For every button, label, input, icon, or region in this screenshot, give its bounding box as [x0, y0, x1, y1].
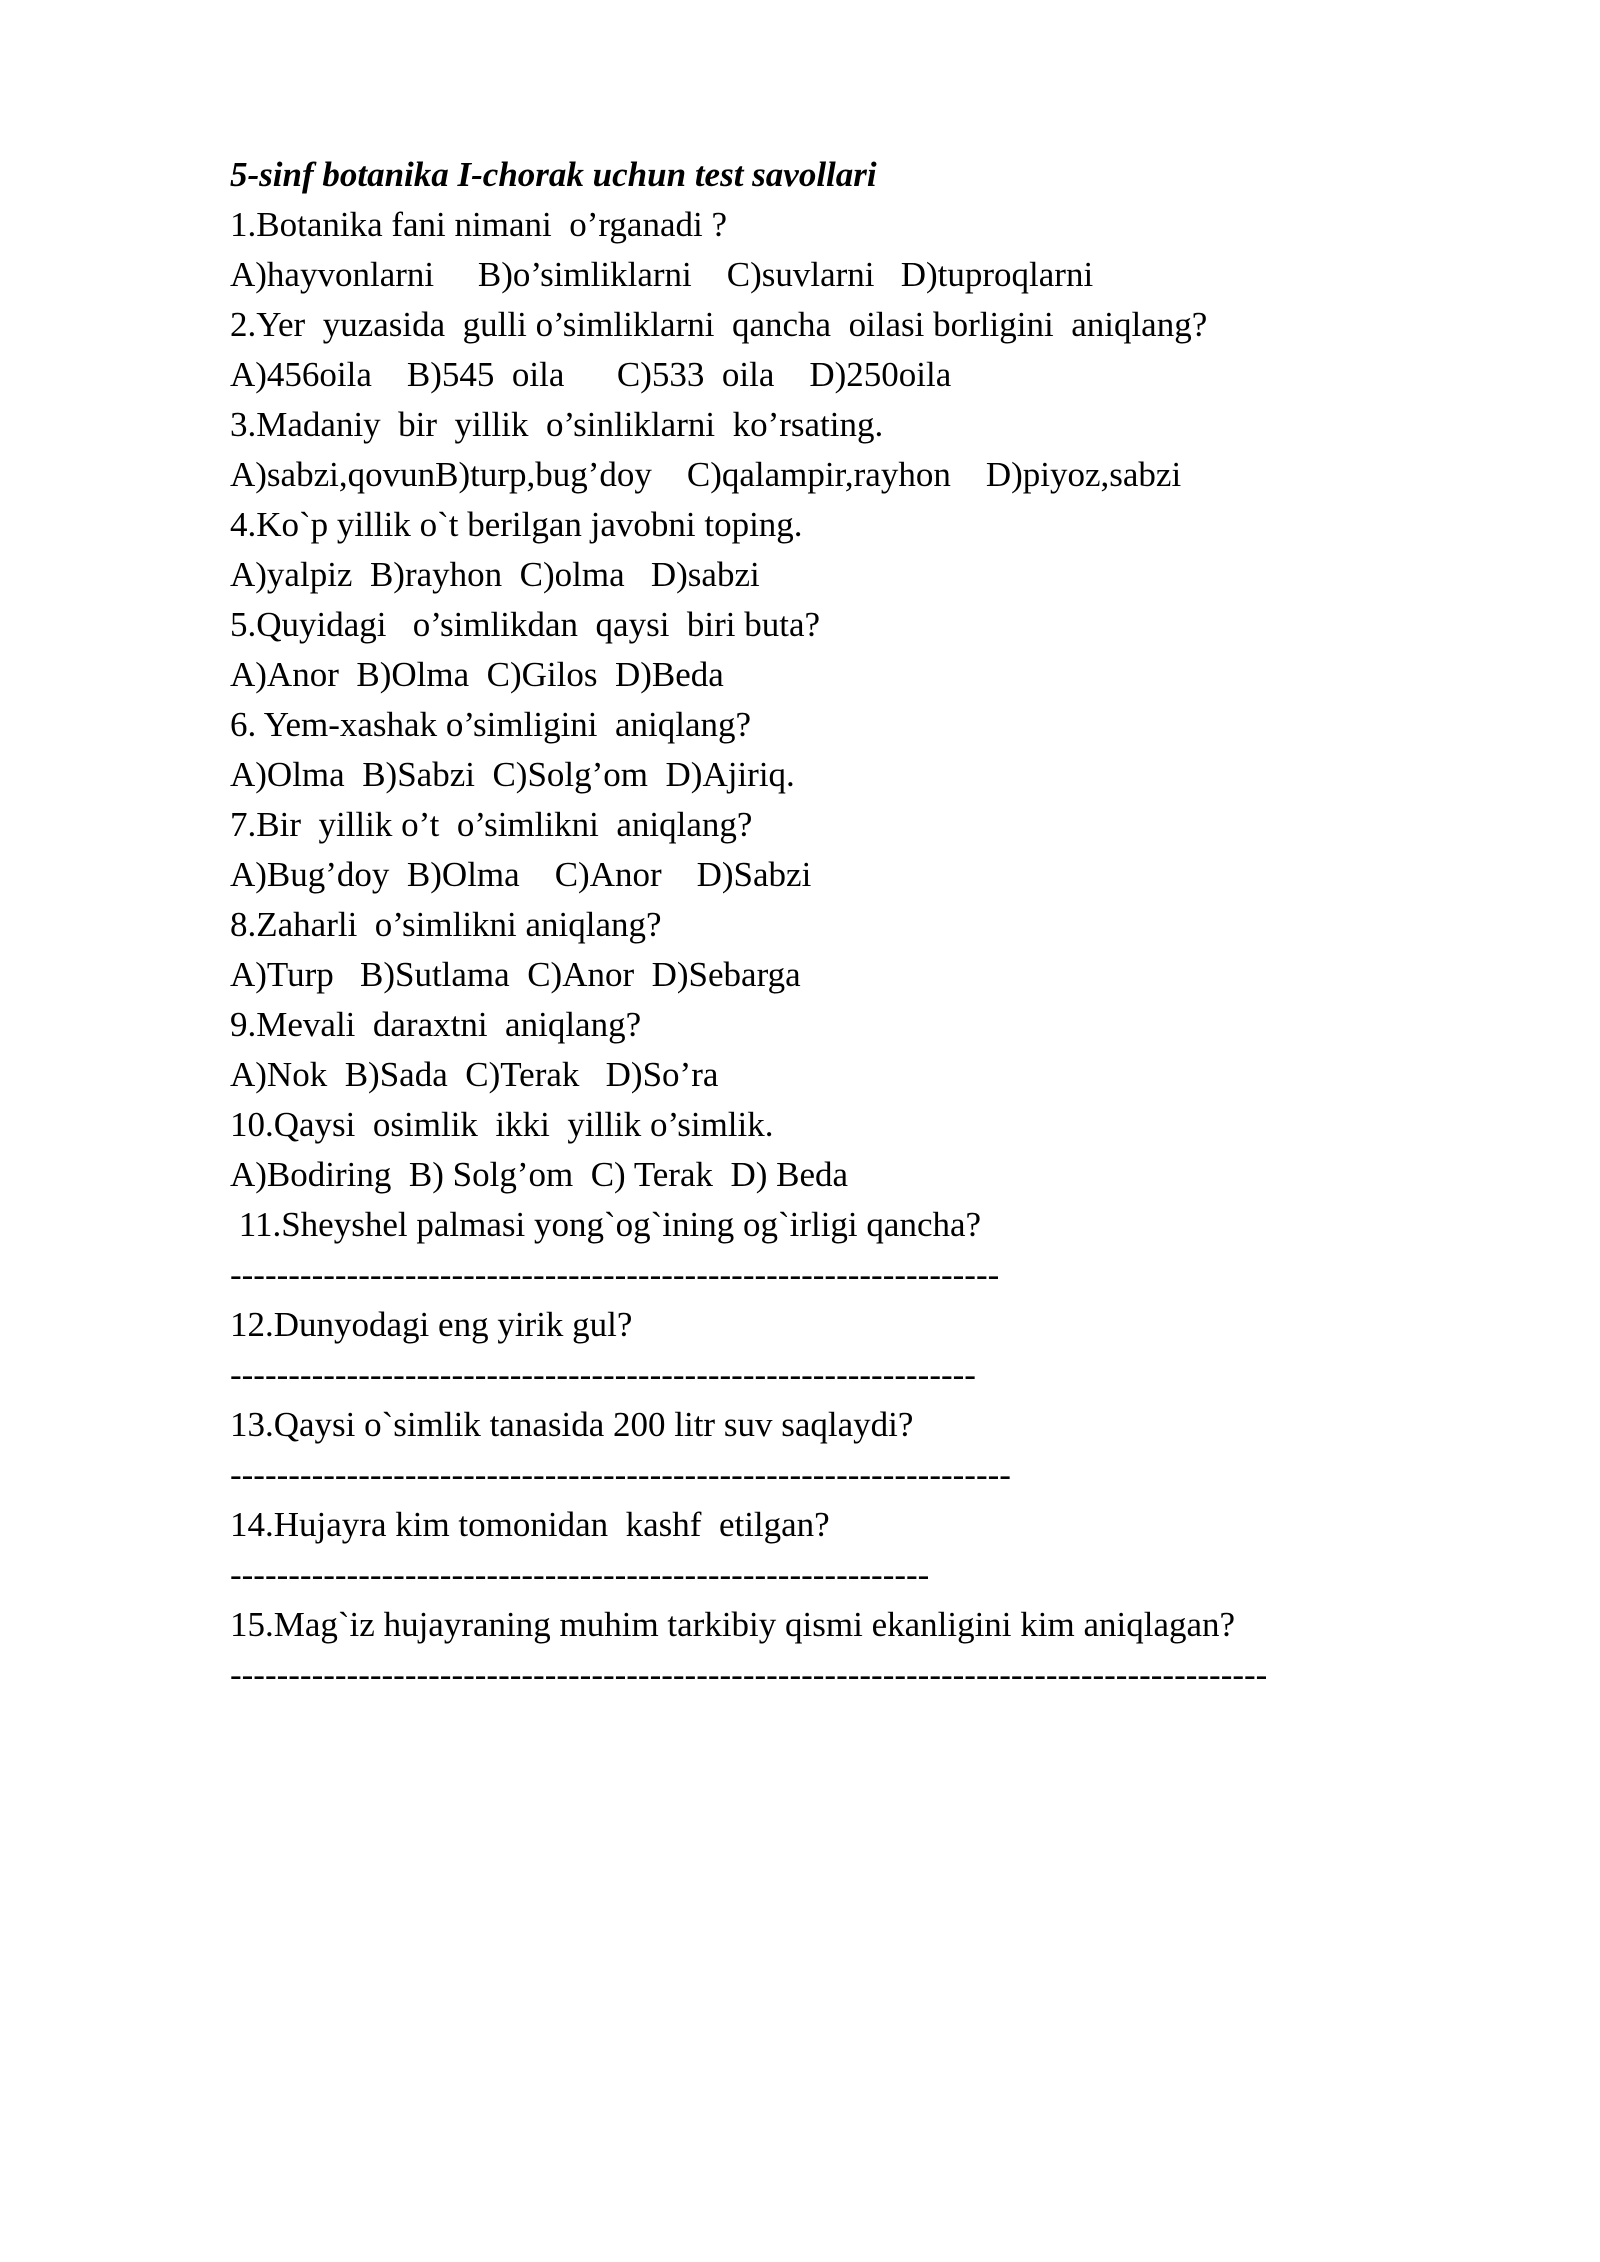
question-7: 7.Bir yillik o’t o’simlikni aniqlang? [230, 805, 753, 844]
answers-3: A)sabzi,qovunB)turp,bug’doy C)qalampir,rayhon D)piyoz,sabzi [230, 455, 1182, 494]
document-title: 5-sinf botanika I-chorak uchun test savollari [230, 155, 877, 194]
answers-1: A)hayvonlarni B)o’simliklarni C)suvlarni D)tuproqlarni [230, 255, 1094, 294]
answer-blank-12: ---------------------------------------------------------------- [230, 1355, 976, 1394]
question-15: 15.Mag`iz hujayraning muhim tarkibiy qismi ekanligini kim aniqlagan? [230, 1605, 1236, 1644]
question-5: 5.Quyidagi o’simlikdan qaysi biri buta? [230, 605, 821, 644]
question-2: 2.Yer yuzasida gulli o’simliklarni qancha oilasi borligini aniqlang? [230, 305, 1208, 344]
answers-5: A)Anor B)Olma C)Gilos D)Beda [230, 655, 724, 694]
question-12: 12.Dunyodagi eng yirik gul? [230, 1305, 633, 1344]
answers-6: A)Olma B)Sabzi C)Solg’om D)Ajiriq. [230, 755, 795, 794]
question-10: 10.Qaysi osimlik ikki yillik o’simlik. [230, 1105, 774, 1144]
answers-9: A)Nok B)Sada C)Terak D)So’ra [230, 1055, 719, 1094]
answer-blank-15: ----------------------------------------------------------------------------------------- [230, 1655, 1268, 1694]
question-13: 13.Qaysi o`simlik tanasida 200 litr suv saqlaydi? [230, 1405, 914, 1444]
answer-blank-11: ------------------------------------------------------------------ [230, 1255, 1000, 1294]
question-11: 11.Sheyshel palmasi yong`og`ining og`irligi qancha? [230, 1205, 982, 1244]
answer-blank-14: ------------------------------------------------------------ [230, 1555, 930, 1594]
question-3: 3.Madaniy bir yillik o’sinliklarni ko’rsating. [230, 405, 884, 444]
question-6: 6. Yem-xashak o’simligini aniqlang? [230, 705, 752, 744]
question-4: 4.Ko`p yillik o`t berilgan javobni toping. [230, 505, 803, 544]
question-8: 8.Zaharli o’simlikni aniqlang? [230, 905, 662, 944]
answer-blank-13: ------------------------------------------------------------------- [230, 1455, 1011, 1494]
question-9: 9.Mevali daraxtni aniqlang? [230, 1005, 642, 1044]
question-1: 1.Botanika fani nimani o’rganadi ? [230, 205, 727, 244]
answers-4: A)yalpiz B)rayhon C)olma D)sabzi [230, 555, 760, 594]
answers-7: A)Bug’doy B)Olma C)Anor D)Sabzi [230, 855, 812, 894]
document-page [230, 150, 1530, 1700]
answers-10: A)Bodiring B) Solg’om C) Terak D) Beda [230, 1155, 849, 1194]
answers-8: A)Turp B)Sutlama C)Anor D)Sebarga [230, 955, 801, 994]
answers-2: A)456oila B)545 oila C)533 oila D)250oila [230, 355, 952, 394]
question-14: 14.Hujayra kim tomonidan kashf etilgan? [230, 1505, 830, 1544]
